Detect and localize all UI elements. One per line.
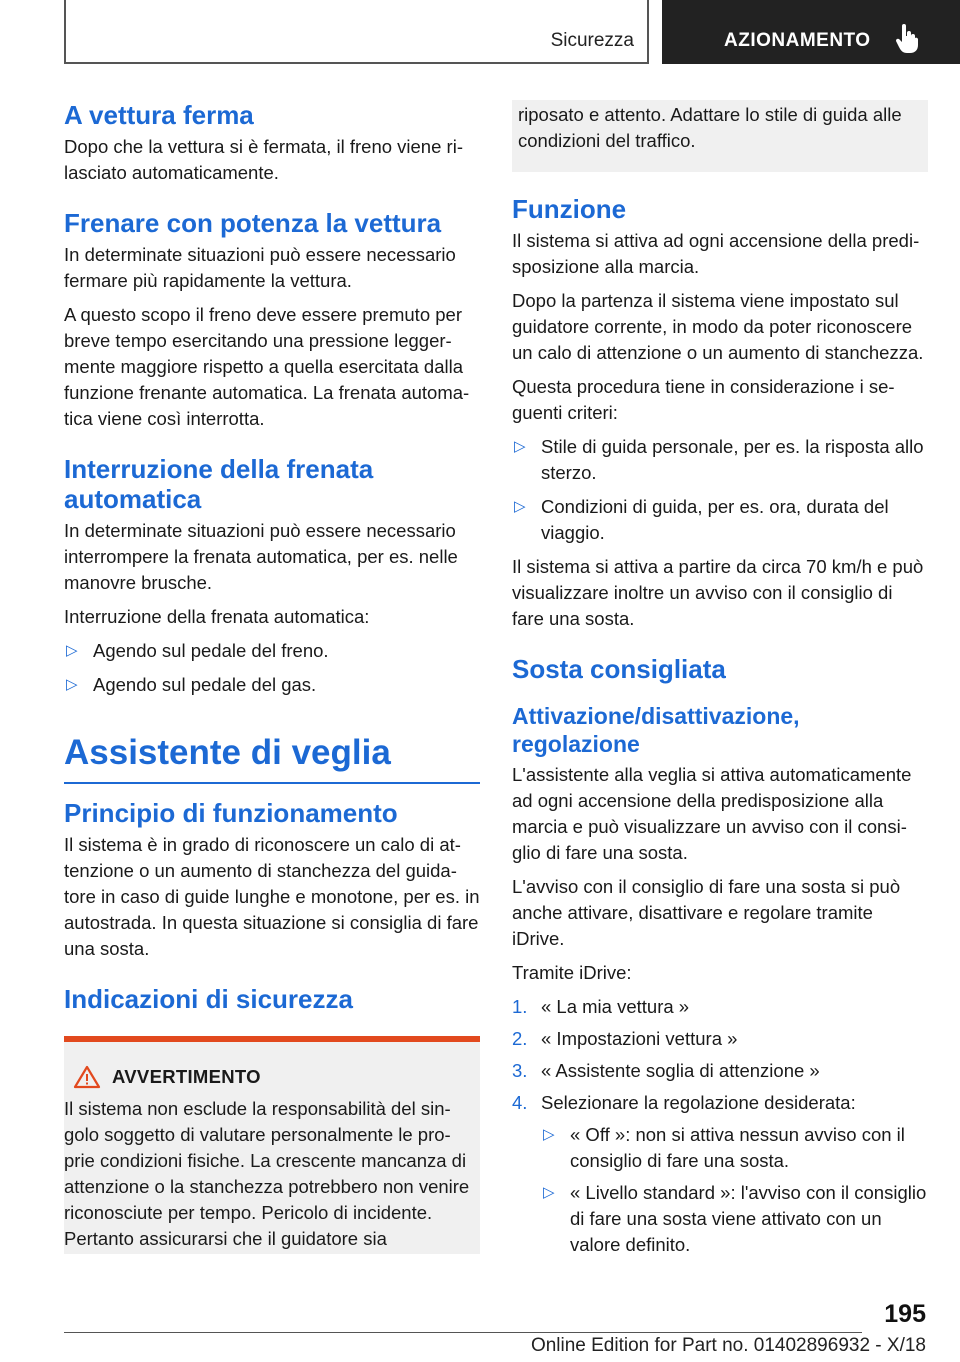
triangle-bullet-icon: ▷: [543, 1184, 555, 1201]
header-chapter-tab[interactable]: [662, 0, 960, 64]
triangle-bullet-icon: ▷: [66, 642, 78, 659]
paragraph: Questa procedura tiene in considerazione i seguenti criteri:: [512, 376, 895, 423]
pointing-hand-icon: [895, 24, 919, 59]
triangle-bullet-icon: ▷: [514, 498, 526, 515]
triangle-bullet-icon: ▷: [66, 676, 78, 693]
warning-box: [64, 1036, 480, 1254]
heading-funzione: Funzione: [512, 194, 627, 224]
paragraph: Il sistema si attiva a partire da circa 70 km/h e può visualizzare inoltre un avviso con il consiglio di fare una sosta.: [512, 556, 924, 629]
right-column: [512, 100, 928, 1266]
paragraph: Dopo che la vettura si è fermata, il freno viene rilasciato automaticamente.: [64, 136, 463, 183]
warning-title: AVVERTIMENTO: [64, 1064, 474, 1090]
paragraph: Interruzione della frenata automatica:: [64, 606, 370, 627]
heading-indicazioni: Indicazioni di sicurezza: [64, 984, 353, 1014]
paragraph: Tramite iDrive:: [512, 962, 632, 983]
list-item: ▷ Stile di guida personale, per es. la risposta allo sterzo.: [514, 436, 924, 483]
left-column: [64, 100, 480, 1254]
heading-interruzione: Interruzione della frenata automatica: [64, 454, 374, 514]
triangle-bullet-icon: ▷: [514, 438, 526, 455]
warning-triangle-icon: [73, 1065, 101, 1096]
paragraph: L'avviso con il consiglio di fare una sosta si può anche attivare, disattivare e regolare tramite iDrive.: [512, 876, 901, 949]
page-number: 195: [884, 1300, 926, 1328]
footer-edition: Online Edition for Part no. 01402896932 - X/18: [530, 1335, 926, 1356]
steps-list: [512, 994, 928, 1258]
heading-sosta: Sosta consigliata: [512, 654, 726, 684]
list-item: ▷ « Off »: non si attiva nessun avviso con il consiglio di fare una sosta.: [543, 1124, 905, 1171]
footer-rule: [64, 1332, 862, 1333]
header-chapter-label: AZIONAMENTO: [724, 30, 871, 51]
paragraph: A questo scopo il freno deve essere premuto per breve tempo esercitando una pressione leggermente maggiore rispetto a quella esercitata dalla funzione frenante automatica. La frenata automatica viene così interrotta.: [64, 304, 470, 429]
heading-frenare: Frenare con potenza la vettura: [64, 208, 442, 238]
warning-box-continued: [512, 100, 928, 172]
list-item: 4. Selezionare la regolazione desiderata: ▷ « Off »: non si attiva nessun avviso con il consiglio di fare una sosta. ▷ « Livello standard »: l'avviso con il consiglio di fare una sosta viene attivato con un valore definito.: [512, 1090, 928, 1258]
header-rule-bottom: [66, 62, 648, 64]
list-item: ▷ « Livello standard »: l'avviso con il consiglio di fare una sosta viene attivato con un valore definito.: [543, 1182, 927, 1255]
warning-text: riposato e attento. Adattare lo stile di guida alle condizioni del traffico.: [518, 104, 902, 151]
list-item: ▷ Agendo sul pedale del gas.: [64, 672, 480, 698]
warning-text: Il sistema non esclude la responsabilità del singolo soggetto di valutare personalmente le proprie condizioni fisiche. La crescente mancanza di attenzione o la stanchezza potrebbero non venire riconosciute per tempo. Pericolo di incidente. Pertanto assicurarsi che il guidatore sia: [64, 1098, 470, 1249]
heading-principio: Principio di funzionamento: [64, 798, 398, 828]
triangle-bullet-icon: ▷: [543, 1126, 555, 1143]
heading-attivazione: Attivazione/disattivazione, regolazione: [512, 703, 800, 757]
paragraph: Dopo la partenza il sistema viene impostato sul guidatore corrente, in modo da poter riconoscere un calo di attenzione o un aumento di stanchezza.: [512, 290, 924, 363]
paragraph: L'assistente alla veglia si attiva automaticamente ad ogni accensione della predisposizione alla marcia e può visualizzare un avviso con il consiglio di fare una sosta.: [512, 764, 912, 863]
header-rule-left: [64, 0, 66, 64]
chapter-heading-assistente: Assistente di veglia: [64, 732, 480, 784]
header-rule-right: [647, 0, 649, 64]
list-item: 3. « Assistente soglia di attenzione »: [512, 1060, 820, 1081]
paragraph: In determinate situazioni può essere necessario fermare più rapidamente la vettura.: [64, 244, 456, 291]
paragraph: In determinate situazioni può essere necessario interrompere la frenata automatica, per es. nelle manovre brusche.: [64, 520, 458, 593]
list-item: 1. « La mia vettura »: [512, 996, 690, 1017]
heading-vettura-ferma: A vettura ferma: [64, 100, 254, 130]
paragraph: Il sistema è in grado di riconoscere un calo di attenzione o un aumento di stanchezza del guidatore in caso di guide lunghe e monotone, per es. in autostrada. In questa situazione si consiglia di fare una sosta.: [64, 834, 480, 959]
header-section-label[interactable]: Sicurezza: [550, 30, 634, 51]
list-item: ▷ Condizioni di guida, per es. ora, durata del viaggio.: [514, 496, 889, 543]
bullet-list: [64, 638, 480, 698]
list-item: 2. « Impostazioni vettura »: [512, 1028, 738, 1049]
sub-bullet-list: [541, 1122, 928, 1258]
bullet-list: [512, 434, 928, 546]
list-item: ▷ Agendo sul pedale del freno.: [64, 638, 480, 664]
paragraph: Il sistema si attiva ad ogni accensione della predisposizione alla marcia.: [512, 230, 920, 277]
